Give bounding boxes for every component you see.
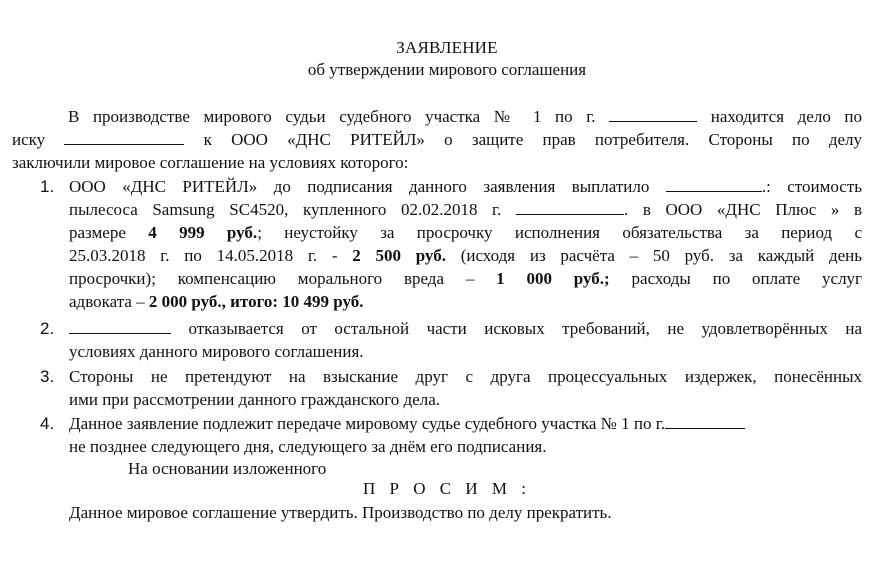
- item-3-line-1: Стороны не претендуют на взыскание друг с друга процессуальных издержек, понесённых: [69, 367, 862, 386]
- payment-date-blank: [666, 177, 762, 192]
- item-1-line-3: размере 4 999 руб.; неустойку за просрочку исполнения обязательства за период с: [69, 223, 862, 242]
- item-2-line-2: условиях данного мирового соглашения.: [69, 342, 364, 361]
- total-amount: 2 000 руб., итого: 10 499 руб.: [148, 292, 364, 311]
- item-1-line-2: пылесоса Samsung SC4520, купленного 02.02.2018 г. . в ООО «ДНС Плюс » в: [69, 200, 862, 219]
- item-4-number: 4.: [40, 414, 55, 433]
- item-4-line-1: Данное заявление подлежит передаче мировому судье судебного участка № 1 по г.: [69, 413, 745, 435]
- city-blank-2: [665, 414, 745, 429]
- city-blank-1: [609, 107, 697, 122]
- intro-line-3: заключили мировое соглашение на условиях которого:: [12, 153, 409, 172]
- request-heading: П Р О С И М :: [363, 479, 531, 498]
- item-1-number: 1.: [40, 177, 55, 196]
- document-subtitle: об утверждении мирового соглашения: [307, 60, 587, 79]
- intro-line-1: В производстве мирового судьи судебного участка № 1 по г. находится дело по: [68, 107, 862, 126]
- item-3-line-2: ими при рассмотрении данного гражданского дела.: [69, 390, 441, 409]
- plaintiff-blank: [64, 130, 184, 145]
- item-1-line-5: просрочки); компенсацию морального вреда – 1 000 руб.; расходы по оплате услуг: [69, 269, 862, 288]
- item-3-number: 3.: [40, 367, 55, 386]
- item-2-number: 2.: [40, 319, 55, 338]
- basis-text: На основании изложенного: [128, 459, 327, 478]
- intro-line-2: иску к ООО «ДНС РИТЕЙЛ» о защите прав потребителя. Стороны по делу: [12, 130, 862, 149]
- item-1-line-6: адвоката – 2 000 руб., итого: 10 499 руб.: [69, 292, 364, 311]
- item-2-line-1: отказывается от остальной части исковых требований, не удовлетворённых на: [69, 318, 862, 340]
- item-1-line-4: 25.03.2018 г. по 14.05.2018 г. - 2 500 руб. (исходя из расчёта – 50 руб. за каждый день: [69, 246, 862, 265]
- document-title: ЗАЯВЛЕНИЕ: [396, 38, 498, 57]
- item-4-line-2: не позднее следующего дня, следующего за днём его подписания.: [69, 437, 547, 456]
- item-1-line-1: ООО «ДНС РИТЕЙЛ» до подписания данного заявления выплатило .: стоимость: [69, 177, 862, 196]
- plaintiff-name-blank: [69, 319, 171, 334]
- purchase-place-blank: [516, 200, 624, 215]
- final-request: Данное мировое соглашение утвердить. Производство по делу прекратить.: [69, 503, 612, 522]
